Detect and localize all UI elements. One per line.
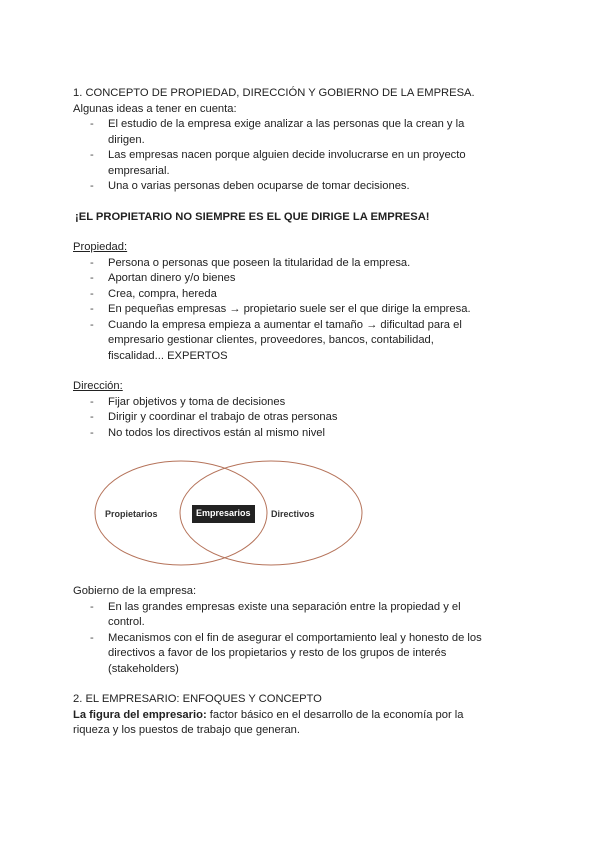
list-item: - Mecanismos con el fin de asegurar el comportamiento leal y honesto de los directivos a favor de los propietarios y resto de los grupos de interés (stakeholders)	[73, 631, 533, 678]
direccion-list	[73, 395, 533, 442]
section-1-intro: Algunas ideas a tener en cuenta:	[73, 102, 237, 115]
venn-diagram	[85, 450, 367, 576]
list-item: - Fijar objetivos y toma de decisiones	[73, 395, 533, 411]
list-item: - Una o varias personas deben ocuparse de tomar decisiones.	[73, 179, 533, 195]
label-propietarios: Propietarios	[105, 509, 158, 519]
list-item: - Cuando la empresa empieza a aumentar el tamaño → dificultad para el empresario gestionar clientes, proveedores, bancos, contabilidad, fiscalidad... EXPERTOS	[73, 318, 533, 365]
section-2-heading: 2. EL EMPRESARIO: ENFOQUES Y CONCEPTO	[73, 693, 322, 705]
list-item: - Aportan dinero y/o bienes	[73, 271, 533, 287]
section-1-heading: 1. CONCEPTO DE PROPIEDAD, DIRECCIÓN Y GOBIERNO DE LA EMPRESA.	[73, 87, 475, 99]
direccion-title: Dirección:	[73, 380, 123, 392]
propiedad-title: Propiedad:	[73, 241, 128, 253]
gobierno-list	[73, 600, 533, 678]
empresario-bold-lead: La figura del empresario:	[73, 708, 207, 721]
section-2-paragraph-line-1	[73, 708, 533, 724]
list-item: - No todos los directivos están al mismo nivel	[73, 426, 533, 442]
list-item: - El estudio de la empresa exige analizar a las personas que la crean y la dirigen.	[73, 117, 533, 148]
list-item: - En pequeñas empresas → propietario suele ser el que dirige la empresa.	[73, 302, 533, 318]
propiedad-list	[73, 256, 533, 365]
section-1-list	[73, 117, 533, 195]
empresario-text-1: factor básico en el desarrollo de la economía por la	[206, 708, 464, 721]
section-2-paragraph-line-2: riqueza y los puestos de trabajo que generan.	[73, 724, 301, 736]
list-item: - Crea, compra, hereda	[73, 287, 533, 303]
list-item: - Las empresas nacen porque alguien decide involucrarse en un proyecto empresarial.	[73, 148, 533, 179]
list-item: - En las grandes empresas existe una separación entre la propiedad y el control.	[73, 600, 533, 631]
gobierno-title: Gobierno de la empresa:	[73, 585, 197, 597]
document-page	[73, 86, 533, 739]
label-empresarios: Empresarios	[192, 505, 255, 523]
list-item: - Dirigir y coordinar el trabajo de otras personas	[73, 410, 533, 426]
list-item: - Persona o personas que poseen la titularidad de la empresa.	[73, 256, 533, 272]
label-directivos: Directivos	[271, 509, 315, 519]
warning-statement: ¡EL PROPIETARIO NO SIEMPRE ES EL QUE DIRIGE LA EMPRESA!	[75, 210, 430, 223]
